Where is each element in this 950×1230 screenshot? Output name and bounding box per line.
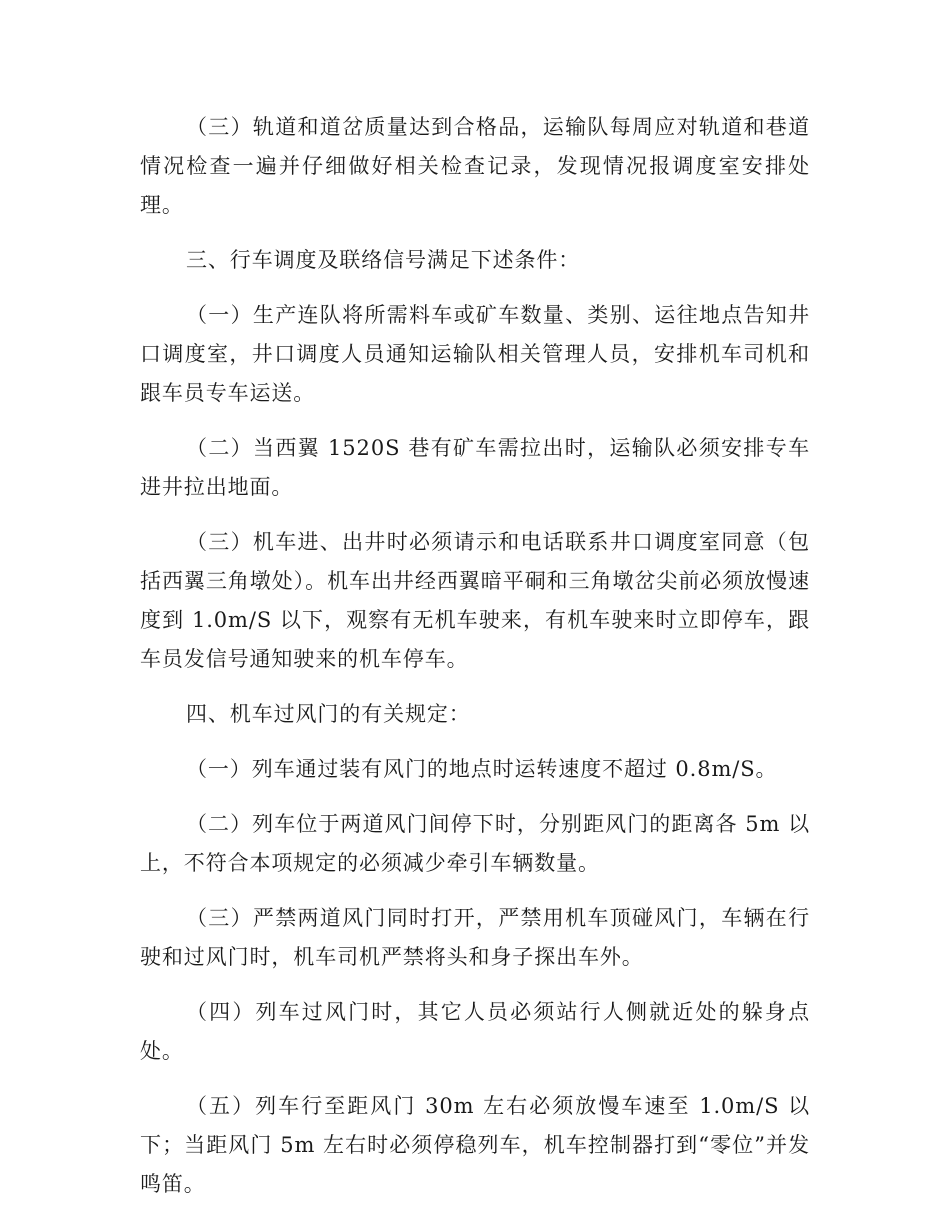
section-heading-dispatch: 三、行车调度及联络信号满足下述条件： [186,248,581,272]
paragraph-dispatch-2: （二）当西翼 1520S 巷有矿车需拉出时，运输队必须安排专车进井拉出地面。 [140,436,810,499]
paragraph-track-quality: （三）轨道和道岔质量达到合格品，运输队每周应对轨道和巷道情况检查一遍并仔细做好相关检查记录，发现情况报调度室安排处理。 [140,115,810,217]
paragraph-air-door-4: （四）列车过风门时，其它人员必须站行人侧就近处的躲身点处。 [140,1000,810,1063]
paragraph-air-door-2: （二）列车位于两道风门间停下时，分别距风门的距离各 5m 以上，不符合本项规定的必须减少牵引车辆数量。 [140,812,810,875]
paragraph-air-door-5: （五）列车行至距风门 30m 左右必须放慢车速至 1.0m/S 以下；当距风门 5m 左右时必须停稳列车，机车控制器打到“零位”并发鸣笛。 [140,1094,810,1196]
paragraph-dispatch-1: （一）生产连队将所需料车或矿车数量、类别、运往地点告知井口调度室，井口调度人员通知运输队相关管理人员，安排机车司机和跟车员专车运送。 [140,303,810,405]
paragraph-air-door-1: （一）列车通过装有风门的地点时运转速度不超过 0.8m/S。 [186,757,778,781]
section-heading-air-door: 四、机车过风门的有关规定： [186,702,471,726]
document-body [140,108,810,1220]
paragraph-dispatch-3: （三）机车进、出井时必须请示和电话联系井口调度室同意（包括西翼三角墩处）。机车出井经西翼暗平硐和三角墩岔尖前必须放慢速度到 1.0m/S 以下，观察有无机车驶来，有机车驶来时立即停车，跟车员发信号通知驶来的机车停车。 [140,530,810,671]
paragraph-air-door-3: （三）严禁两道风门同时打开，严禁用机车顶碰风门，车辆在行驶和过风门时，机车司机严禁将头和身子探出车外。 [140,906,810,969]
